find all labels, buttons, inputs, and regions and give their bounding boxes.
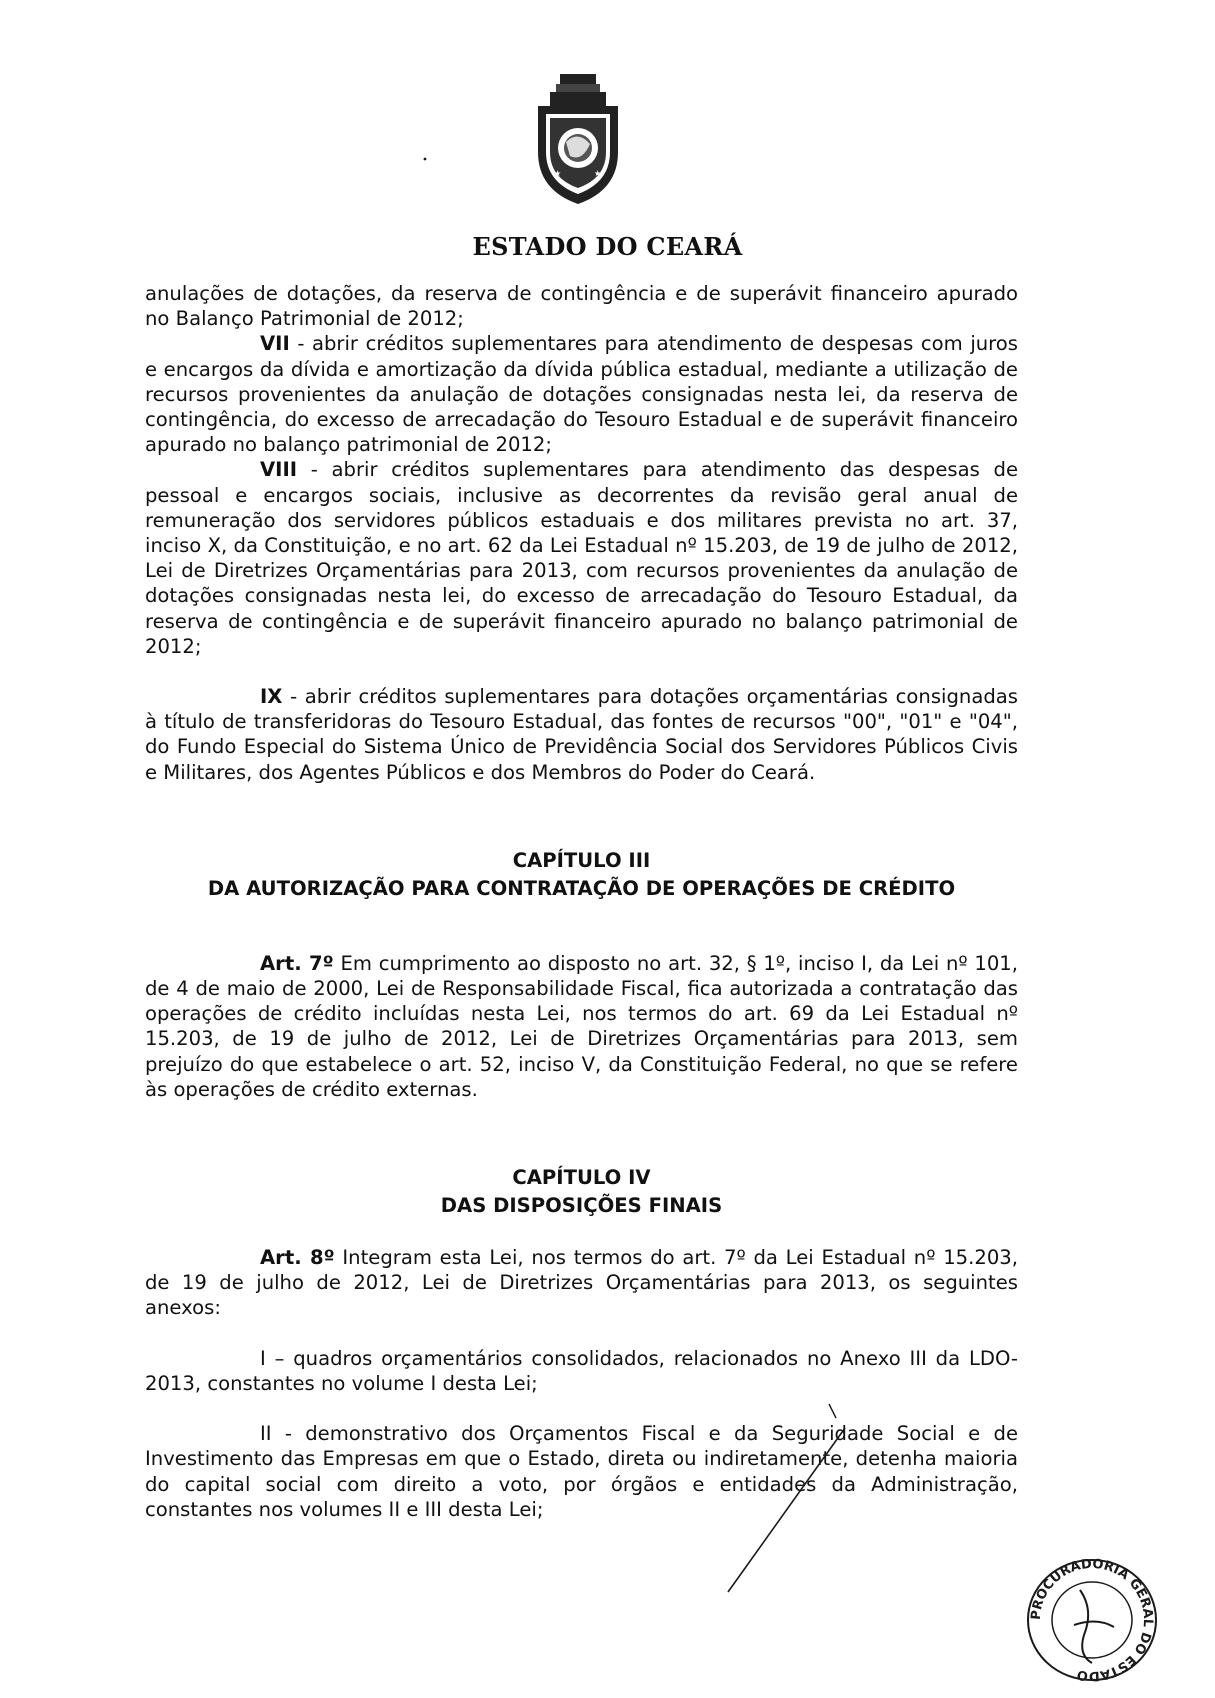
item-ix (145, 684, 1018, 785)
article-7-label: Art. 7º (260, 951, 334, 975)
item-vii (145, 331, 1018, 457)
stamp-text: PROCURADORIA GERAL DO ESTADO (1028, 1556, 1156, 1684)
item-viii-label: VIII (260, 458, 298, 482)
article-8-item-1: I – quadros orçamentários consolidados, relacionados no Anexo III da LDO-2013, constantes no volume I desta Lei; (145, 1346, 1018, 1395)
article-7 (145, 951, 1018, 1102)
item-viii (145, 457, 1018, 659)
chapter-3-number: CAPÍTULO III (512, 848, 651, 872)
svg-text:★: ★ (554, 169, 562, 178)
header-title: ESTADO DO CEARÁ (472, 232, 743, 261)
article-7-text: Em cumprimento ao disposto no art. 32, § 1º, inciso I, da Lei nº 101, de 4 de maio de 2000, Lei de Responsabilidade Fiscal, fica autorizada a contratação das operações de crédito incluídas nesta Lei, nos termos do art. 69 da Lei Estadual nº 15.203, de 19 de julho de 2012, Lei de Diretrizes Orçamentárias para 2013, sem prejuízo do que estabelece o art. 52, inciso V, da Constituição Federal, no que se refere às operações de crédito externas. (145, 951, 1018, 1101)
state-coat-of-arms-icon (530, 72, 626, 207)
svg-text:★: ★ (594, 169, 602, 178)
article-8-text: Integram esta Lei, nos termos do art. 7º da Lei Estadual nº 15.203, de 19 de julho de 2012, Lei de Diretrizes Orçamentárias para 2013, os seguintes anexos: (145, 1246, 1018, 1320)
chapter-4-heading (145, 1164, 1018, 1220)
chapter-3-heading (145, 847, 1018, 903)
item-viii-text: - abrir créditos suplementares para atendimento das despesas de pessoal e encargos sociais, inclusive as decorrentes da revisão geral anual de remuneração dos servidores públicos estaduais e dos militares prevista no art. 37, inciso X, da Constituição, e no art. 62 da Lei Estadual nº 15.203, de 19 de julho de 2012, Lei de Diretrizes Orçamentárias para 2013, com recursos provenientes da anulação de dotações consignadas nesta lei, do excesso de arrecadação do Tesouro Estadual, da reserva de contingência e de superávit financeiro apurado no balanço patrimonial de 2012; (145, 458, 1018, 658)
chapter-4-title: DAS DISPOSIÇÕES FINAIS (440, 1194, 723, 1218)
item-vii-label: VII (260, 332, 290, 356)
article-8-item-2: II - demonstrativo dos Orçamentos Fiscal e da Seguridade Social e de Investimento das Empresas em que o Estado, direta ou indiretamente, detenha maioria do capital social com direito a voto, por órgãos e entidades da Administração, constantes nos volumes II e III desta Lei; (145, 1422, 1018, 1521)
item-vii-text: - abrir créditos suplementares para atendimento de despesas com juros e encargos da dívida e amortização da dívida pública estadual, mediante a utilização de recursos provenientes da anulação de dotações consignadas nesta lei, da reserva de contingência, do excesso de arrecadação do Tesouro Estadual e de superávit financeiro apurado no balanço patrimonial de 2012; (145, 332, 1018, 457)
item-ix-text: - abrir créditos suplementares para dotações orçamentárias consignadas à título de transferidoras do Tesouro Estadual, das fontes de recursos "00", "01" e "04", do Fundo Especial do Sistema Único de Previdência Social dos Servidores Públicos Civis e Militares, dos Agentes Públicos e dos Membros do Poder do Ceará. (145, 685, 1018, 784)
chapter-3-title: DA AUTORIZAÇÃO PARA CONTRATAÇÃO DE OPERAÇÕES DE CRÉDITO (207, 876, 956, 900)
document-body (145, 281, 1018, 1522)
article-8-label: Art. 8º (260, 1246, 335, 1270)
item-ix-label: IX (260, 685, 283, 709)
chapter-4-number: CAPÍTULO IV (512, 1166, 651, 1190)
official-stamp-icon (1022, 1555, 1162, 1685)
article-8 (145, 1245, 1018, 1321)
paragraph-continuation: anulações de dotações, da reserva de contingência e de superávit financeiro apurado no Balanço Patrimonial de 2012; (145, 282, 1018, 331)
